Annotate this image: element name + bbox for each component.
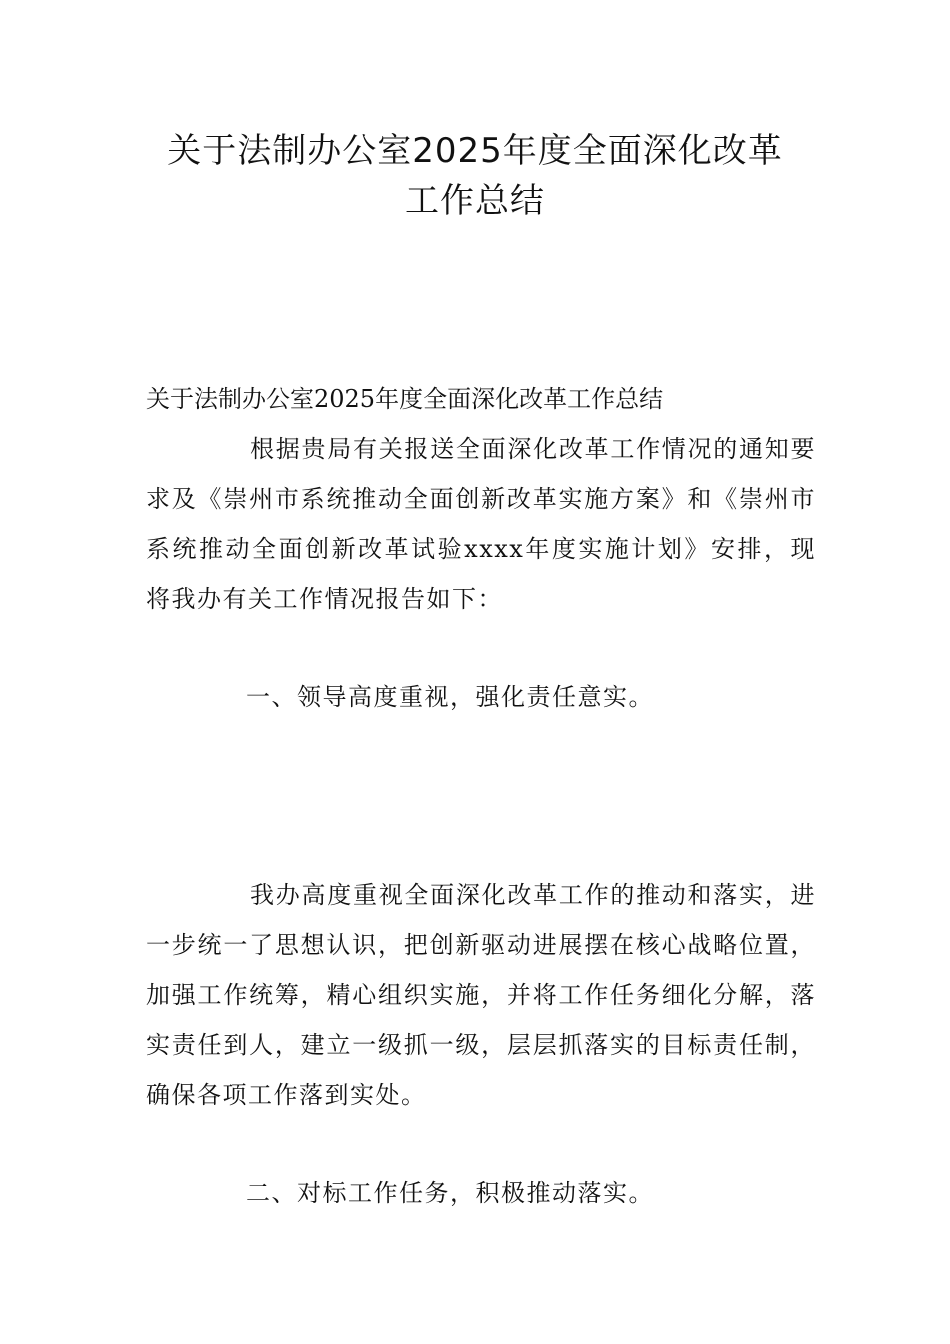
document-subtitle: 关于法制办公室2025年度全面深化改革工作总结	[146, 385, 664, 413]
intro-paragraph: 根据贵局有关报送全面深化改革工作情况的通知要求及《崇州市系统推动全面创新改革实施方案》和《崇州市系统推动全面创新改革试验xxxx年度实施计划》安排，现将我办有关工作情况报告如下：	[146, 435, 816, 613]
document-title: 关于法制办公室2025年度全面深化改革工作总结	[167, 131, 783, 221]
section-heading-2: 二、对标工作任务，积极推动落实。	[246, 1179, 654, 1207]
section-paragraph-1: 我办高度重视全面深化改革工作的推动和落实，进一步统一了思想认识，把创新驱动进展摆在核心战略位置，加强工作统筹，精心组织实施，并将工作任务细化分解，落实责任到人，建立一级抓一级，层层抓落实的目标责任制，确保各项工作落到实处。	[146, 881, 816, 1109]
section-heading-1: 一、领导高度重视，强化责任意实。	[246, 683, 654, 711]
